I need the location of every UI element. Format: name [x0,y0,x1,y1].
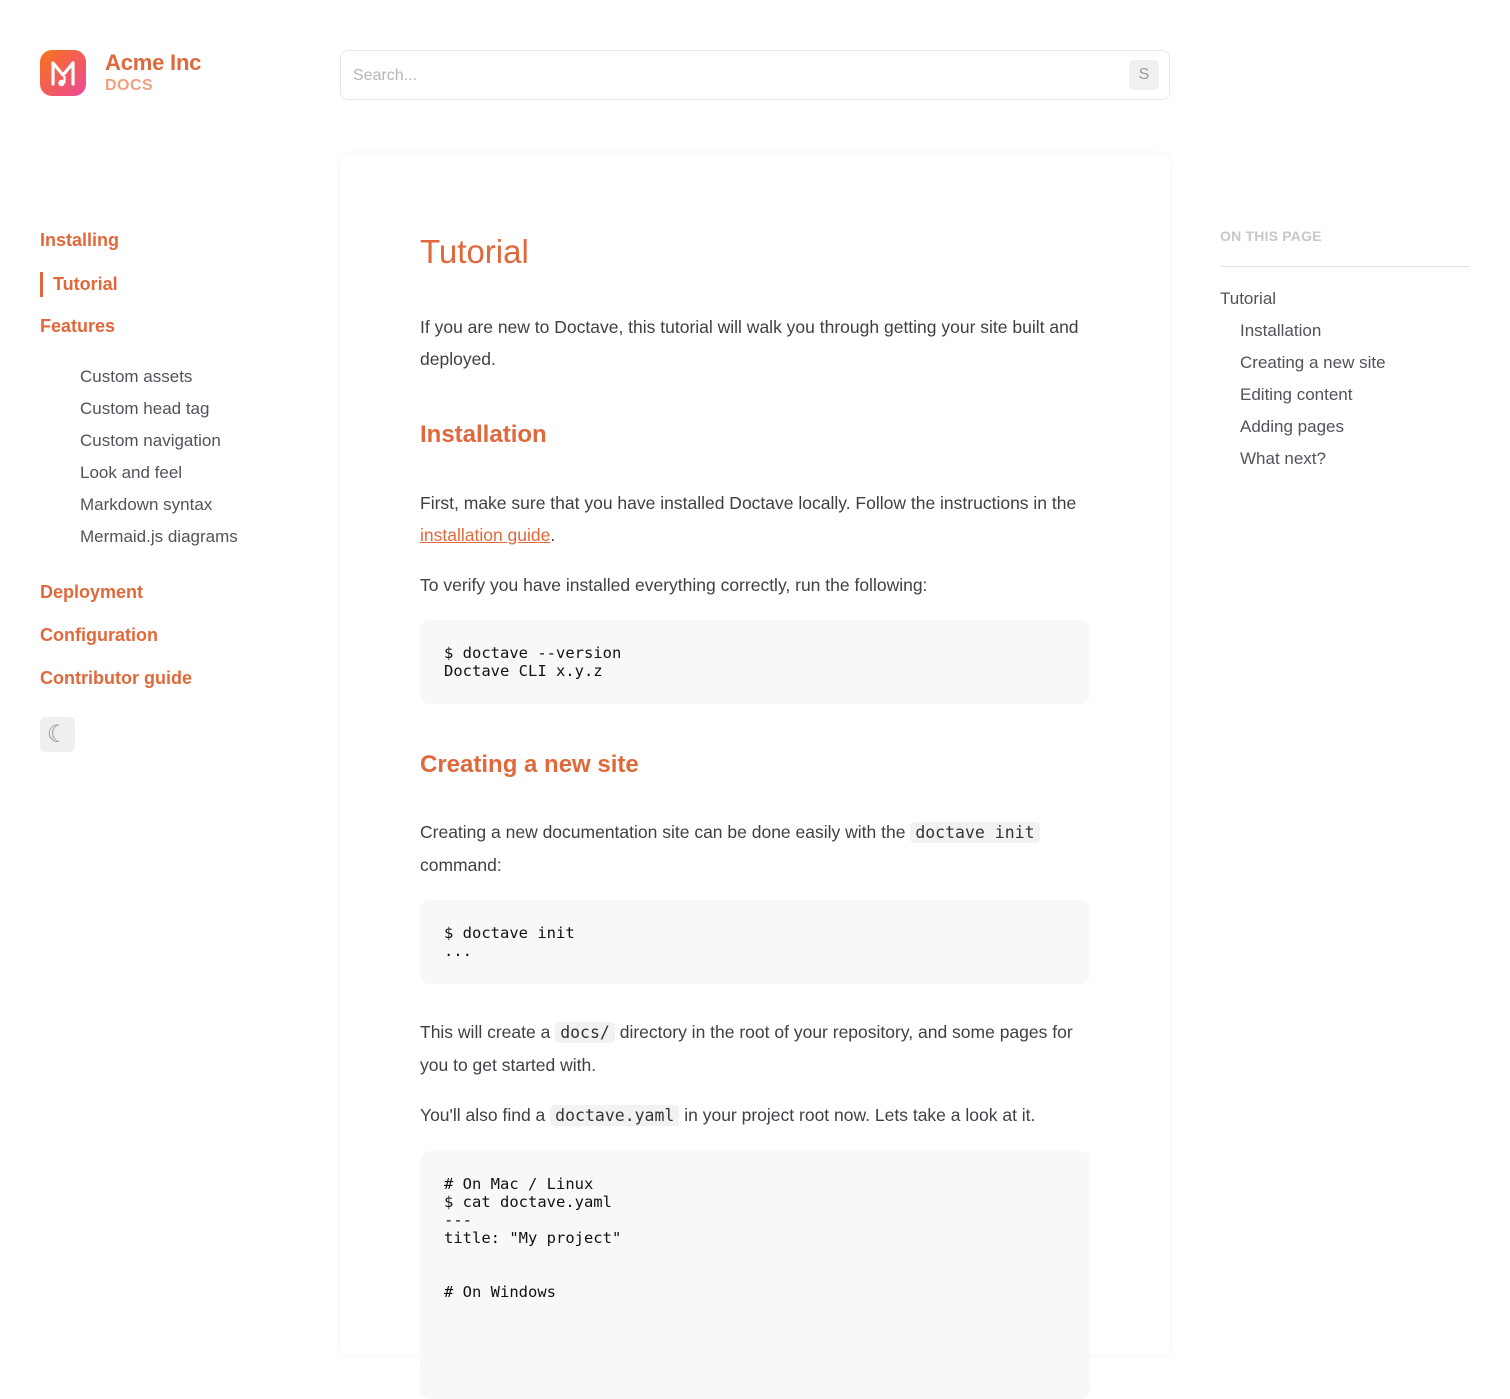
sidebar-subitem-mermaid-diagrams[interactable]: Mermaid.js diagrams [80,527,238,546]
sidebar-subitem-custom-assets[interactable]: Custom assets [80,367,193,386]
toc-item-tutorial[interactable]: Tutorial [1220,289,1277,308]
toc-item-installation[interactable]: Installation [1240,321,1322,340]
heading-creating-site: Creating a new site [420,751,639,778]
intro-paragraph: If you are new to Doctave, this tutorial will walk you through getting your site built and deployed. [420,317,1079,369]
sidebar-subitem-custom-head-tag[interactable]: Custom head tag [80,399,210,418]
brand-logo[interactable] [40,50,86,96]
text-segment: in your project root now. Lets take a look at it. [679,1105,1036,1125]
sidebar-subitem-custom-navigation[interactable]: Custom navigation [80,431,221,450]
heading-installation: Installation [420,421,547,448]
search-shortcut-badge: S [1129,60,1159,90]
code-block-cat-yaml[interactable]: # On Mac / Linux $ cat doctave.yaml --- title: "My project" # On Windows [420,1151,1090,1399]
music-note-logo-icon [40,50,86,96]
inline-code-doctave-init: doctave init [910,822,1039,843]
search-bar[interactable] [340,50,1170,100]
sidebar-subitem-look-and-feel[interactable]: Look and feel [80,463,183,482]
text-segment: directory in the root of your repository, and some pages for you to get started with. [420,1022,1073,1075]
sidebar-item-installing[interactable]: Installing [40,230,120,250]
verify-paragraph: To verify you have installed everything correctly, run the following: [420,575,928,595]
creating-paragraph [420,816,1090,881]
sidebar-item-deployment[interactable]: Deployment [40,582,144,602]
text-segment: This will create a [420,1022,556,1042]
sidebar-item-features[interactable]: Features [40,316,116,336]
installation-guide-link[interactable]: installation guide [420,525,551,545]
page-title: Tutorial [420,233,529,270]
docs-dir-paragraph [420,1016,1090,1081]
brand-name[interactable]: Acme Inc [105,50,202,75]
sidebar-item-configuration[interactable]: Configuration [40,625,158,645]
code-block-version[interactable]: $ doctave --version Doctave CLI x.y.z [420,620,1090,704]
text-segment: command: [420,855,502,875]
search-input[interactable] [351,63,1115,89]
inline-code-doctave-yaml: doctave.yaml [550,1105,679,1126]
sidebar-item-tutorial[interactable]: Tutorial [40,272,118,297]
theme-toggle-button[interactable] [40,717,75,752]
installation-paragraph [420,487,1090,551]
text-segment: You'll also find a [420,1105,551,1125]
text-segment: Creating a new documentation site can be done easily with the [420,822,911,842]
inline-code-docs: docs/ [555,1022,615,1043]
text-segment: . [550,525,556,545]
brand-subtitle: DOCS [105,77,154,94]
toc-item-adding-pages[interactable]: Adding pages [1240,417,1344,436]
moon-icon: ☾ [46,721,69,748]
toc-item-what-next[interactable]: What next? [1240,449,1326,468]
yaml-paragraph [420,1099,1090,1132]
toc-item-creating-site[interactable]: Creating a new site [1240,353,1386,372]
content-card [340,155,1170,1355]
code-block-init[interactable]: $ doctave init ... [420,900,1090,984]
sidebar-item-contributor-guide[interactable]: Contributor guide [40,668,192,688]
text-segment: First, make sure that you have installed Doctave locally. Follow the instructions in the [420,493,1077,513]
toc-heading: ON THIS PAGE [1220,228,1322,244]
sidebar-subitem-markdown-syntax[interactable]: Markdown syntax [80,495,213,514]
toc-divider [1220,266,1470,267]
toc-item-editing-content[interactable]: Editing content [1240,385,1353,404]
